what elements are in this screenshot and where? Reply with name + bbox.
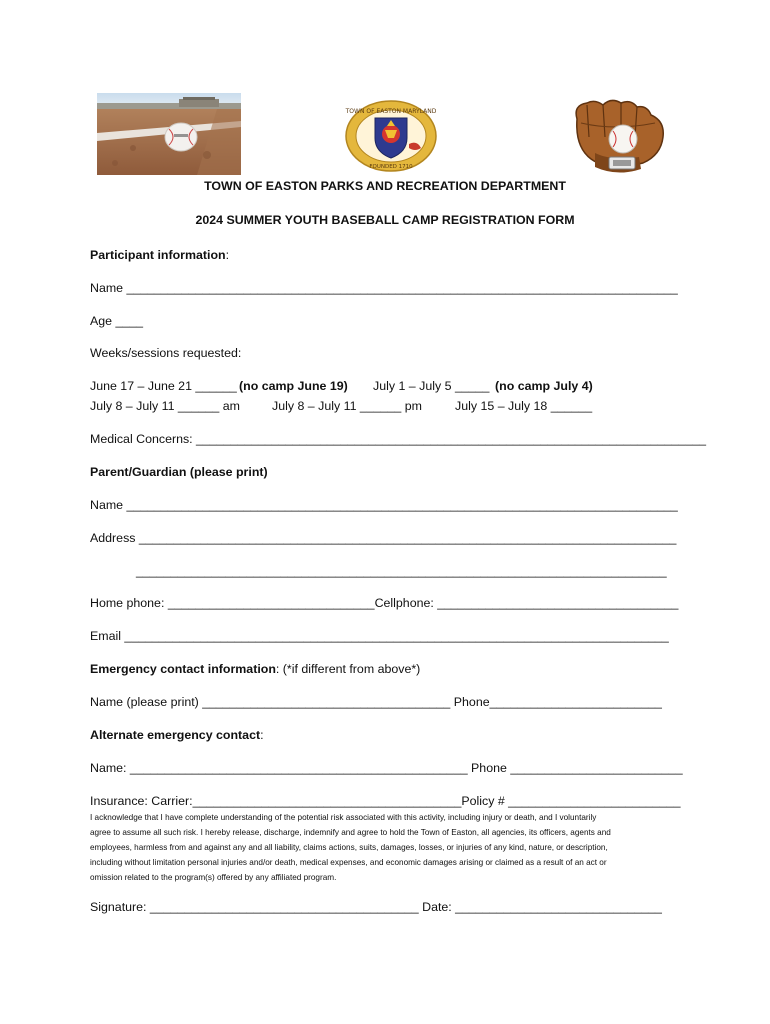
consent-line: including without limitation personal injuries and/or death, medical expenses, and economic damages arising or claimed as a result of an act or: [90, 858, 607, 867]
week-july1-note: (no camp July 4): [495, 379, 593, 393]
seal-bottom-text: FOUNDED 1710: [369, 164, 413, 170]
consent-line: employees, harmless from and against any and all liability, claims actions, suits, damages, losses, or injuries of any kind, nature, or description,: [90, 843, 608, 852]
consent-line: omission related to the program(s) offered by any affiliated program.: [90, 873, 337, 882]
guardian-heading: Parent/Guardian (please print): [90, 465, 268, 479]
department-title: TOWN OF EASTON PARKS AND RECREATION DEPARTMENT: [204, 179, 566, 193]
participant-heading: [90, 248, 229, 263]
insurance-field[interactable]: Insurance: Carrier:_______________________________________Policy # _________________________: [90, 794, 681, 808]
consent-line: I acknowledge that I have complete understanding of the potential risk associated with this activity, including injury or death, and I voluntarily: [90, 813, 597, 822]
emergency-heading-text: Emergency contact information: [90, 662, 276, 676]
week-july1-field[interactable]: July 1 – July 5 _____: [373, 379, 490, 393]
week-july8-am-field[interactable]: July 8 – July 11 ______ am: [90, 399, 240, 413]
signature-date-field[interactable]: Signature: _______________________________________ Date: ______________________________: [90, 900, 662, 914]
consent-line: agree to assume all such risk. I hereby release, discharge, indemnify and agree to hold the Town of Easton, all agencies, its officers, agents and: [90, 828, 611, 837]
guardian-name-field[interactable]: Name ________________________________________________________________________________: [90, 498, 678, 512]
form-title: 2024 SUMMER YOUTH BASEBALL CAMP REGISTRATION FORM: [195, 213, 575, 227]
baseball-glove-photo: [565, 97, 670, 177]
seal-top-text: TOWN OF EASTON MARYLAND: [345, 108, 437, 115]
alternate-heading-suffix: :: [260, 728, 264, 742]
week-july8-pm-field[interactable]: July 8 – July 11 ______ pm: [272, 399, 422, 413]
week-july15-field[interactable]: July 15 – July 18 ______: [455, 399, 593, 413]
consent-paragraph: [90, 810, 682, 885]
medical-concerns-field[interactable]: Medical Concerns: __________________________________________________________________________: [90, 432, 706, 446]
guardian-address-line2-field[interactable]: _____________________________________________________________________________: [136, 564, 667, 578]
alternate-heading: [90, 728, 264, 743]
emergency-contact-field[interactable]: Name (please print) ____________________________________ Phone_________________________: [90, 695, 662, 709]
participant-heading-suffix: :: [225, 248, 230, 262]
alternate-heading-text: Alternate emergency contact: [90, 728, 261, 742]
emergency-heading: [90, 662, 420, 677]
alternate-contact-field[interactable]: Name: _________________________________________________ Phone _________________________: [90, 761, 683, 775]
guardian-email-field[interactable]: Email _______________________________________________________________________________: [90, 629, 669, 643]
week-june17-note: (no camp June 19): [239, 379, 348, 393]
participant-heading-text: Participant information: [90, 248, 226, 262]
emergency-heading-suffix: : (*if different from above*): [275, 662, 421, 676]
guardian-address-field[interactable]: Address ______________________________________________________________________________: [90, 531, 677, 545]
baseball-field-photo: [97, 93, 241, 175]
weeks-label: Weeks/sessions requested:: [90, 346, 242, 360]
week-june17-field[interactable]: June 17 – June 21 ______: [90, 379, 237, 393]
guardian-phones-field[interactable]: Home phone: ______________________________Cellphone: ___________________________________: [90, 596, 679, 610]
participant-name-field[interactable]: Name ________________________________________________________________________________: [90, 281, 678, 295]
town-of-easton-seal: [345, 100, 437, 172]
participant-age-field[interactable]: Age ____: [90, 314, 144, 328]
